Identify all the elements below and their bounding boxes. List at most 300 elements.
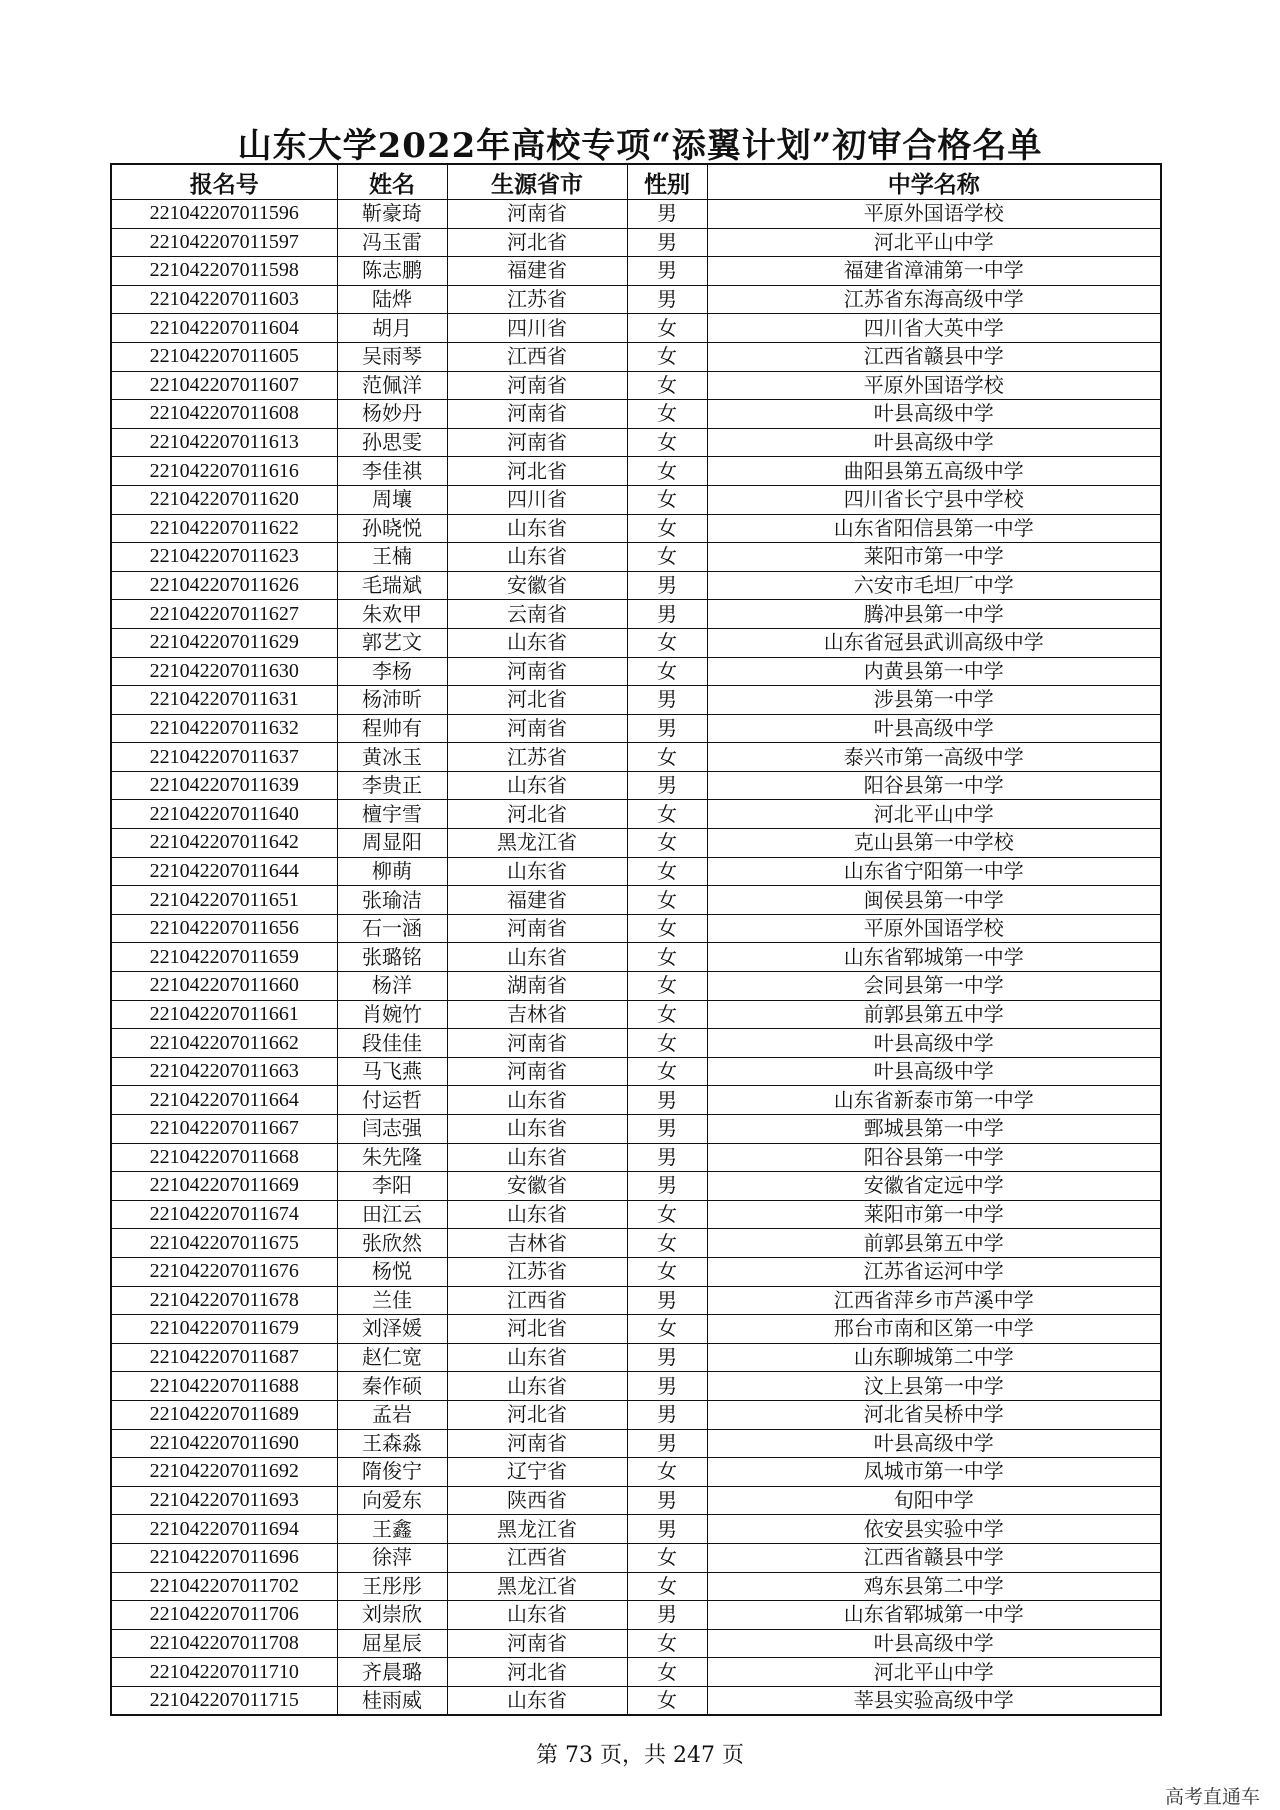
registration-number-cell: 221042207011622 bbox=[111, 514, 337, 543]
school-cell: 邢台市南和区第一中学 bbox=[707, 1315, 1161, 1344]
school-cell: 山东省阳信县第一中学 bbox=[707, 514, 1161, 543]
registration-number-cell: 221042207011604 bbox=[111, 314, 337, 343]
name-cell: 陆烨 bbox=[337, 285, 447, 314]
province-cell: 山东省 bbox=[447, 1143, 627, 1172]
school-cell: 平原外国语学校 bbox=[707, 914, 1161, 943]
gender-cell: 女 bbox=[627, 1057, 707, 1086]
province-cell: 江西省 bbox=[447, 342, 627, 371]
school-cell: 莱阳市第一中学 bbox=[707, 1200, 1161, 1229]
table-row bbox=[111, 771, 1161, 800]
school-cell: 阳谷县第一中学 bbox=[707, 1143, 1161, 1172]
table-row bbox=[111, 1543, 1161, 1572]
table-row bbox=[111, 1172, 1161, 1201]
province-cell: 山东省 bbox=[447, 1601, 627, 1630]
table-row bbox=[111, 1601, 1161, 1630]
document-title: 山东大学2022年高校专项“添翼计划”初审合格名单 bbox=[237, 126, 1043, 166]
province-cell: 河北省 bbox=[447, 1658, 627, 1687]
province-cell: 云南省 bbox=[447, 600, 627, 629]
name-cell: 冯玉雷 bbox=[337, 228, 447, 257]
gender-cell: 女 bbox=[627, 1458, 707, 1487]
gender-cell: 男 bbox=[627, 1486, 707, 1515]
table-row bbox=[111, 972, 1161, 1001]
gender-cell: 女 bbox=[627, 457, 707, 486]
header-province: 生源省市 bbox=[447, 164, 627, 200]
table-row bbox=[111, 285, 1161, 314]
province-cell: 山东省 bbox=[447, 628, 627, 657]
gender-cell: 男 bbox=[627, 771, 707, 800]
table-row bbox=[111, 1629, 1161, 1658]
school-cell: 江苏省运河中学 bbox=[707, 1257, 1161, 1286]
gender-cell: 男 bbox=[627, 1372, 707, 1401]
name-cell: 朱先隆 bbox=[337, 1143, 447, 1172]
watermark-text: 高考直通车 bbox=[1164, 1786, 1260, 1808]
gender-cell: 女 bbox=[627, 342, 707, 371]
gender-cell: 女 bbox=[627, 1315, 707, 1344]
name-cell: 陈志鹏 bbox=[337, 257, 447, 286]
gender-cell: 男 bbox=[627, 200, 707, 229]
gender-cell: 女 bbox=[627, 1686, 707, 1715]
school-cell: 山东省郓城第一中学 bbox=[707, 1601, 1161, 1630]
gender-cell: 女 bbox=[627, 914, 707, 943]
name-cell: 向爱东 bbox=[337, 1486, 447, 1515]
registration-number-cell: 221042207011688 bbox=[111, 1372, 337, 1401]
gender-cell: 女 bbox=[627, 1658, 707, 1687]
registration-number-cell: 221042207011660 bbox=[111, 972, 337, 1001]
name-cell: 隋俊宁 bbox=[337, 1458, 447, 1487]
name-cell: 范佩洋 bbox=[337, 371, 447, 400]
name-cell: 孙晓悦 bbox=[337, 514, 447, 543]
registration-number-cell: 221042207011687 bbox=[111, 1343, 337, 1372]
table-row bbox=[111, 514, 1161, 543]
school-cell: 闽侯县第一中学 bbox=[707, 886, 1161, 915]
school-cell: 汶上县第一中学 bbox=[707, 1372, 1161, 1401]
table-row bbox=[111, 600, 1161, 629]
gender-cell: 女 bbox=[627, 886, 707, 915]
registration-number-cell: 221042207011639 bbox=[111, 771, 337, 800]
registration-number-cell: 221042207011663 bbox=[111, 1057, 337, 1086]
registration-number-cell: 221042207011706 bbox=[111, 1601, 337, 1630]
province-cell: 河南省 bbox=[447, 1029, 627, 1058]
province-cell: 安徽省 bbox=[447, 1172, 627, 1201]
table-row bbox=[111, 1372, 1161, 1401]
school-cell: 安徽省定远中学 bbox=[707, 1172, 1161, 1201]
name-cell: 付运哲 bbox=[337, 1086, 447, 1115]
table-row bbox=[111, 1286, 1161, 1315]
gender-cell: 男 bbox=[627, 1400, 707, 1429]
province-cell: 江西省 bbox=[447, 1543, 627, 1572]
gender-cell: 男 bbox=[627, 1115, 707, 1144]
registration-number-cell: 221042207011632 bbox=[111, 714, 337, 743]
name-cell: 段佳佳 bbox=[337, 1029, 447, 1058]
gender-cell: 女 bbox=[627, 1543, 707, 1572]
school-cell: 山东省宁阳第一中学 bbox=[707, 857, 1161, 886]
registration-number-cell: 221042207011692 bbox=[111, 1458, 337, 1487]
school-cell: 莱阳市第一中学 bbox=[707, 543, 1161, 572]
school-cell: 平原外国语学校 bbox=[707, 371, 1161, 400]
registration-number-cell: 221042207011679 bbox=[111, 1315, 337, 1344]
name-cell: 张欣然 bbox=[337, 1229, 447, 1258]
table-row bbox=[111, 1658, 1161, 1687]
gender-cell: 女 bbox=[627, 943, 707, 972]
gender-cell: 男 bbox=[627, 714, 707, 743]
table-row bbox=[111, 657, 1161, 686]
table-row bbox=[111, 1686, 1161, 1715]
roster-body bbox=[111, 200, 1161, 1716]
gender-cell: 女 bbox=[627, 657, 707, 686]
gender-cell: 女 bbox=[627, 857, 707, 886]
gender-cell: 男 bbox=[627, 1086, 707, 1115]
name-cell: 桂雨威 bbox=[337, 1686, 447, 1715]
registration-number-cell: 221042207011676 bbox=[111, 1257, 337, 1286]
gender-cell: 女 bbox=[627, 829, 707, 858]
table-row bbox=[111, 829, 1161, 858]
name-cell: 王鑫 bbox=[337, 1515, 447, 1544]
school-cell: 江苏省东海高级中学 bbox=[707, 285, 1161, 314]
school-cell: 山东省新泰市第一中学 bbox=[707, 1086, 1161, 1115]
province-cell: 吉林省 bbox=[447, 1229, 627, 1258]
registration-number-cell: 221042207011637 bbox=[111, 743, 337, 772]
registration-number-cell: 221042207011627 bbox=[111, 600, 337, 629]
header-name: 姓名 bbox=[337, 164, 447, 200]
province-cell: 山东省 bbox=[447, 1086, 627, 1115]
registration-number-cell: 221042207011694 bbox=[111, 1515, 337, 1544]
province-cell: 黑龙江省 bbox=[447, 1515, 627, 1544]
table-row bbox=[111, 914, 1161, 943]
province-cell: 河南省 bbox=[447, 371, 627, 400]
school-cell: 前郭县第五中学 bbox=[707, 1229, 1161, 1258]
province-cell: 河南省 bbox=[447, 1057, 627, 1086]
registration-number-cell: 221042207011708 bbox=[111, 1629, 337, 1658]
gender-cell: 女 bbox=[627, 1000, 707, 1029]
table-row bbox=[111, 314, 1161, 343]
province-cell: 河南省 bbox=[447, 400, 627, 429]
name-cell: 刘泽媛 bbox=[337, 1315, 447, 1344]
table-row bbox=[111, 1429, 1161, 1458]
name-cell: 李佳祺 bbox=[337, 457, 447, 486]
school-cell: 江西省赣县中学 bbox=[707, 1543, 1161, 1572]
province-cell: 江苏省 bbox=[447, 743, 627, 772]
table-row bbox=[111, 857, 1161, 886]
name-cell: 刘崇欣 bbox=[337, 1601, 447, 1630]
province-cell: 山东省 bbox=[447, 1115, 627, 1144]
name-cell: 张璐铭 bbox=[337, 943, 447, 972]
name-cell: 王森淼 bbox=[337, 1429, 447, 1458]
name-cell: 黄冰玉 bbox=[337, 743, 447, 772]
name-cell: 闫志强 bbox=[337, 1115, 447, 1144]
table-row bbox=[111, 743, 1161, 772]
gender-cell: 男 bbox=[627, 228, 707, 257]
province-cell: 福建省 bbox=[447, 886, 627, 915]
school-cell: 河北平山中学 bbox=[707, 1658, 1161, 1687]
table-row bbox=[111, 1400, 1161, 1429]
registration-number-cell: 221042207011623 bbox=[111, 543, 337, 572]
province-cell: 河南省 bbox=[447, 1429, 627, 1458]
table-row bbox=[111, 1115, 1161, 1144]
gender-cell: 女 bbox=[627, 514, 707, 543]
registration-number-cell: 221042207011693 bbox=[111, 1486, 337, 1515]
gender-cell: 男 bbox=[627, 1286, 707, 1315]
province-cell: 山东省 bbox=[447, 857, 627, 886]
name-cell: 吴雨琴 bbox=[337, 342, 447, 371]
name-cell: 王彤彤 bbox=[337, 1572, 447, 1601]
province-cell: 河南省 bbox=[447, 428, 627, 457]
province-cell: 河南省 bbox=[447, 657, 627, 686]
table-row bbox=[111, 1086, 1161, 1115]
table-row bbox=[111, 1029, 1161, 1058]
school-cell: 河北省吴桥中学 bbox=[707, 1400, 1161, 1429]
gender-cell: 女 bbox=[627, 1629, 707, 1658]
table-row bbox=[111, 886, 1161, 915]
name-cell: 胡月 bbox=[337, 314, 447, 343]
school-cell: 山东聊城第二中学 bbox=[707, 1343, 1161, 1372]
school-cell: 叶县高级中学 bbox=[707, 1429, 1161, 1458]
school-cell: 叶县高级中学 bbox=[707, 1629, 1161, 1658]
gender-cell: 女 bbox=[627, 1229, 707, 1258]
gender-cell: 男 bbox=[627, 1143, 707, 1172]
name-cell: 孙思雯 bbox=[337, 428, 447, 457]
gender-cell: 男 bbox=[627, 1172, 707, 1201]
name-cell: 李杨 bbox=[337, 657, 447, 686]
registration-number-cell: 221042207011597 bbox=[111, 228, 337, 257]
province-cell: 河南省 bbox=[447, 714, 627, 743]
gender-cell: 女 bbox=[627, 743, 707, 772]
gender-cell: 女 bbox=[627, 800, 707, 829]
gender-cell: 女 bbox=[627, 1572, 707, 1601]
registration-number-cell: 221042207011642 bbox=[111, 829, 337, 858]
province-cell: 河北省 bbox=[447, 1315, 627, 1344]
header-school: 中学名称 bbox=[707, 164, 1161, 200]
province-cell: 河北省 bbox=[447, 800, 627, 829]
table-row bbox=[111, 943, 1161, 972]
name-cell: 李阳 bbox=[337, 1172, 447, 1201]
gender-cell: 男 bbox=[627, 285, 707, 314]
gender-cell: 女 bbox=[627, 1200, 707, 1229]
table-row bbox=[111, 457, 1161, 486]
table-row bbox=[111, 1343, 1161, 1372]
table-row bbox=[111, 200, 1161, 229]
name-cell: 屈星辰 bbox=[337, 1629, 447, 1658]
registration-number-cell: 221042207011603 bbox=[111, 285, 337, 314]
province-cell: 河北省 bbox=[447, 686, 627, 715]
gender-cell: 女 bbox=[627, 428, 707, 457]
province-cell: 山东省 bbox=[447, 1200, 627, 1229]
table-row bbox=[111, 1486, 1161, 1515]
gender-cell: 男 bbox=[627, 600, 707, 629]
page-number: 第 73 页，共 247 页 bbox=[536, 1743, 744, 1768]
table-row bbox=[111, 1143, 1161, 1172]
gender-cell: 女 bbox=[627, 1257, 707, 1286]
name-cell: 石一涵 bbox=[337, 914, 447, 943]
table-row bbox=[111, 400, 1161, 429]
gender-cell: 女 bbox=[627, 972, 707, 1001]
registration-number-cell: 221042207011659 bbox=[111, 943, 337, 972]
table-row bbox=[111, 628, 1161, 657]
school-cell: 莘县实验高级中学 bbox=[707, 1686, 1161, 1715]
school-cell: 福建省漳浦第一中学 bbox=[707, 257, 1161, 286]
registration-number-cell: 221042207011616 bbox=[111, 457, 337, 486]
province-cell: 江苏省 bbox=[447, 285, 627, 314]
registration-number-cell: 221042207011613 bbox=[111, 428, 337, 457]
gender-cell: 男 bbox=[627, 1515, 707, 1544]
province-cell: 安徽省 bbox=[447, 571, 627, 600]
province-cell: 河北省 bbox=[447, 228, 627, 257]
school-cell: 山东省冠县武训高级中学 bbox=[707, 628, 1161, 657]
gender-cell: 男 bbox=[627, 1343, 707, 1372]
table-row bbox=[111, 1000, 1161, 1029]
registration-number-cell: 221042207011607 bbox=[111, 371, 337, 400]
gender-cell: 男 bbox=[627, 686, 707, 715]
table-row bbox=[111, 257, 1161, 286]
table-row bbox=[111, 543, 1161, 572]
school-cell: 江西省赣县中学 bbox=[707, 342, 1161, 371]
registration-number-cell: 221042207011678 bbox=[111, 1286, 337, 1315]
school-cell: 腾冲县第一中学 bbox=[707, 600, 1161, 629]
table-row bbox=[111, 1515, 1161, 1544]
school-cell: 六安市毛坦厂中学 bbox=[707, 571, 1161, 600]
gender-cell: 男 bbox=[627, 1429, 707, 1458]
school-cell: 叶县高级中学 bbox=[707, 428, 1161, 457]
name-cell: 王楠 bbox=[337, 543, 447, 572]
name-cell: 杨沛昕 bbox=[337, 686, 447, 715]
school-cell: 会同县第一中学 bbox=[707, 972, 1161, 1001]
province-cell: 辽宁省 bbox=[447, 1458, 627, 1487]
registration-number-cell: 221042207011702 bbox=[111, 1572, 337, 1601]
registration-number-cell: 221042207011667 bbox=[111, 1115, 337, 1144]
gender-cell: 女 bbox=[627, 628, 707, 657]
table-row bbox=[111, 1315, 1161, 1344]
registration-number-cell: 221042207011674 bbox=[111, 1200, 337, 1229]
school-cell: 鸡东县第二中学 bbox=[707, 1572, 1161, 1601]
registration-number-cell: 221042207011675 bbox=[111, 1229, 337, 1258]
header-registration-number: 报名号 bbox=[111, 164, 337, 200]
province-cell: 河北省 bbox=[447, 1400, 627, 1429]
registration-number-cell: 221042207011656 bbox=[111, 914, 337, 943]
registration-number-cell: 221042207011644 bbox=[111, 857, 337, 886]
school-cell: 前郭县第五中学 bbox=[707, 1000, 1161, 1029]
name-cell: 孟岩 bbox=[337, 1400, 447, 1429]
name-cell: 杨悦 bbox=[337, 1257, 447, 1286]
name-cell: 柳萌 bbox=[337, 857, 447, 886]
province-cell: 山东省 bbox=[447, 543, 627, 572]
province-cell: 河南省 bbox=[447, 200, 627, 229]
name-cell: 兰佳 bbox=[337, 1286, 447, 1315]
school-cell: 鄄城县第一中学 bbox=[707, 1115, 1161, 1144]
name-cell: 徐萍 bbox=[337, 1543, 447, 1572]
province-cell: 湖南省 bbox=[447, 972, 627, 1001]
name-cell: 周显阳 bbox=[337, 829, 447, 858]
table-row bbox=[111, 342, 1161, 371]
name-cell: 齐晨璐 bbox=[337, 1658, 447, 1687]
registration-number-cell: 221042207011629 bbox=[111, 628, 337, 657]
name-cell: 毛瑞斌 bbox=[337, 571, 447, 600]
school-cell: 四川省长宁县中学校 bbox=[707, 485, 1161, 514]
school-cell: 平原外国语学校 bbox=[707, 200, 1161, 229]
gender-cell: 女 bbox=[627, 371, 707, 400]
registration-number-cell: 221042207011662 bbox=[111, 1029, 337, 1058]
province-cell: 吉林省 bbox=[447, 1000, 627, 1029]
province-cell: 陕西省 bbox=[447, 1486, 627, 1515]
registration-number-cell: 221042207011598 bbox=[111, 257, 337, 286]
province-cell: 河南省 bbox=[447, 914, 627, 943]
registration-number-cell: 221042207011661 bbox=[111, 1000, 337, 1029]
registration-number-cell: 221042207011640 bbox=[111, 800, 337, 829]
school-cell: 河北平山中学 bbox=[707, 228, 1161, 257]
school-cell: 旬阳中学 bbox=[707, 1486, 1161, 1515]
registration-number-cell: 221042207011664 bbox=[111, 1086, 337, 1115]
province-cell: 山东省 bbox=[447, 514, 627, 543]
name-cell: 田江云 bbox=[337, 1200, 447, 1229]
province-cell: 黑龙江省 bbox=[447, 1572, 627, 1601]
gender-cell: 男 bbox=[627, 571, 707, 600]
table-row bbox=[111, 800, 1161, 829]
school-cell: 叶县高级中学 bbox=[707, 714, 1161, 743]
gender-cell: 女 bbox=[627, 1029, 707, 1058]
registration-number-cell: 221042207011690 bbox=[111, 1429, 337, 1458]
gender-cell: 女 bbox=[627, 543, 707, 572]
school-cell: 叶县高级中学 bbox=[707, 1029, 1161, 1058]
school-cell: 河北平山中学 bbox=[707, 800, 1161, 829]
table-row bbox=[111, 428, 1161, 457]
province-cell: 山东省 bbox=[447, 1686, 627, 1715]
name-cell: 李贵正 bbox=[337, 771, 447, 800]
province-cell: 山东省 bbox=[447, 1372, 627, 1401]
header-gender: 性别 bbox=[627, 164, 707, 200]
table-row bbox=[111, 714, 1161, 743]
province-cell: 江苏省 bbox=[447, 1257, 627, 1286]
name-cell: 杨洋 bbox=[337, 972, 447, 1001]
table-row bbox=[111, 1200, 1161, 1229]
school-cell: 曲阳县第五高级中学 bbox=[707, 457, 1161, 486]
registration-number-cell: 221042207011669 bbox=[111, 1172, 337, 1201]
registration-number-cell: 221042207011715 bbox=[111, 1686, 337, 1715]
registration-number-cell: 221042207011668 bbox=[111, 1143, 337, 1172]
registration-number-cell: 221042207011630 bbox=[111, 657, 337, 686]
school-cell: 四川省大英中学 bbox=[707, 314, 1161, 343]
province-cell: 山东省 bbox=[447, 1343, 627, 1372]
name-cell: 赵仁宽 bbox=[337, 1343, 447, 1372]
registration-number-cell: 221042207011620 bbox=[111, 485, 337, 514]
province-cell: 河北省 bbox=[447, 457, 627, 486]
registration-number-cell: 221042207011596 bbox=[111, 200, 337, 229]
province-cell: 山东省 bbox=[447, 943, 627, 972]
school-cell: 叶县高级中学 bbox=[707, 1057, 1161, 1086]
roster-table bbox=[110, 163, 1162, 1716]
name-cell: 肖婉竹 bbox=[337, 1000, 447, 1029]
gender-cell: 男 bbox=[627, 1601, 707, 1630]
school-cell: 涉县第一中学 bbox=[707, 686, 1161, 715]
province-cell: 福建省 bbox=[447, 257, 627, 286]
province-cell: 四川省 bbox=[447, 314, 627, 343]
gender-cell: 女 bbox=[627, 314, 707, 343]
school-cell: 山东省郓城第一中学 bbox=[707, 943, 1161, 972]
table-row bbox=[111, 228, 1161, 257]
registration-number-cell: 221042207011689 bbox=[111, 1400, 337, 1429]
name-cell: 张瑜洁 bbox=[337, 886, 447, 915]
table-row bbox=[111, 686, 1161, 715]
table-row bbox=[111, 1572, 1161, 1601]
school-cell: 凤城市第一中学 bbox=[707, 1458, 1161, 1487]
registration-number-cell: 221042207011605 bbox=[111, 342, 337, 371]
table-row bbox=[111, 571, 1161, 600]
school-cell: 江西省萍乡市芦溪中学 bbox=[707, 1286, 1161, 1315]
table-row bbox=[111, 1458, 1161, 1487]
school-cell: 内黄县第一中学 bbox=[707, 657, 1161, 686]
table-row bbox=[111, 485, 1161, 514]
gender-cell: 男 bbox=[627, 257, 707, 286]
province-cell: 江西省 bbox=[447, 1286, 627, 1315]
table-row bbox=[111, 1057, 1161, 1086]
name-cell: 马飞燕 bbox=[337, 1057, 447, 1086]
